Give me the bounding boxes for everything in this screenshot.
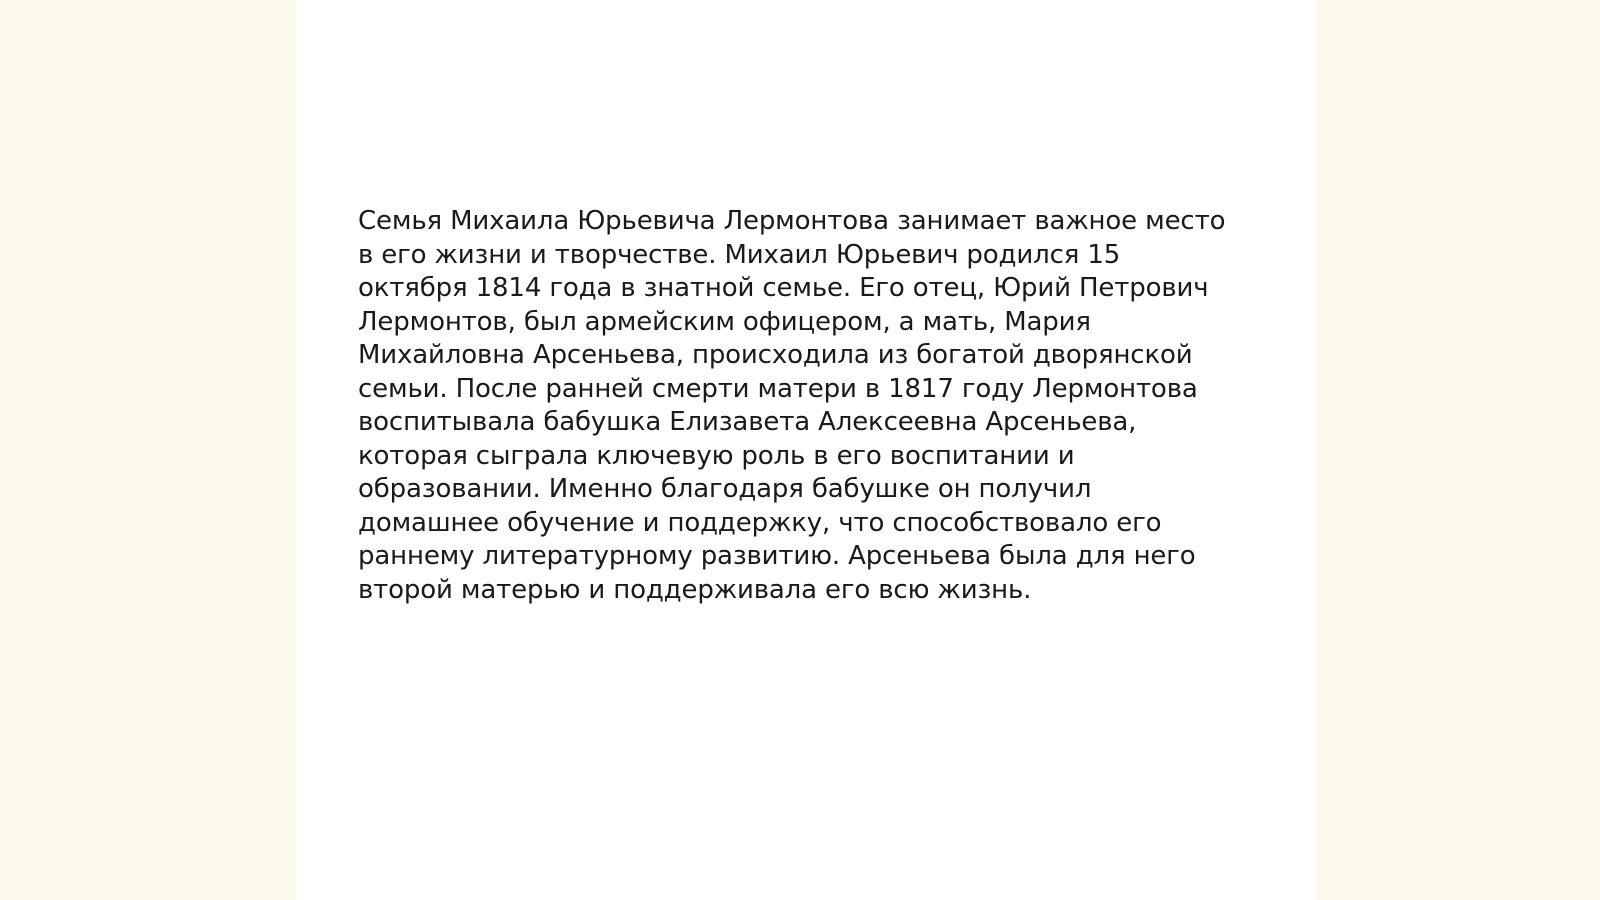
paragraph-line-11: раннему литературному развитию. Арсеньева была для него [358,541,1196,571]
paragraph-line-4: Лермонтов, был армейским офицером, а мать, Мария [358,306,1091,337]
paragraph-line-7: воспитывала бабушка Елизавета Алексеевна Арсеньева, [358,407,1137,437]
paragraph-line-10: домашнее обучение и поддержку, что способствовало его [358,507,1162,538]
paragraph-line-1: Семья Михаила Юрьевича Лермонтова занимает важное место [358,206,1226,236]
body-paragraph [358,205,1258,607]
paragraph-line-5: Михайловна Арсеньева, происходила из богатой дворянской [358,340,1193,370]
paragraph-line-3: октября 1814 года в знатной семье. Его отец, Юрий Петрович [358,273,1209,303]
paragraph-line-12: второй матерью и поддерживала его всю жизнь. [358,574,1032,605]
paragraph-line-8: которая сыграла ключевую роль в его воспитании и [358,440,1075,471]
paragraph-line-2: в его жизни и творчестве. Михаил Юрьевич родился 15 [358,239,1121,270]
document-page [296,0,1316,900]
paragraph-line-6: семьи. После ранней смерти матери в 1817 году Лермонтова [358,373,1198,404]
paragraph-line-9: образовании. Именно благодаря бабушке он получил [358,474,1092,504]
